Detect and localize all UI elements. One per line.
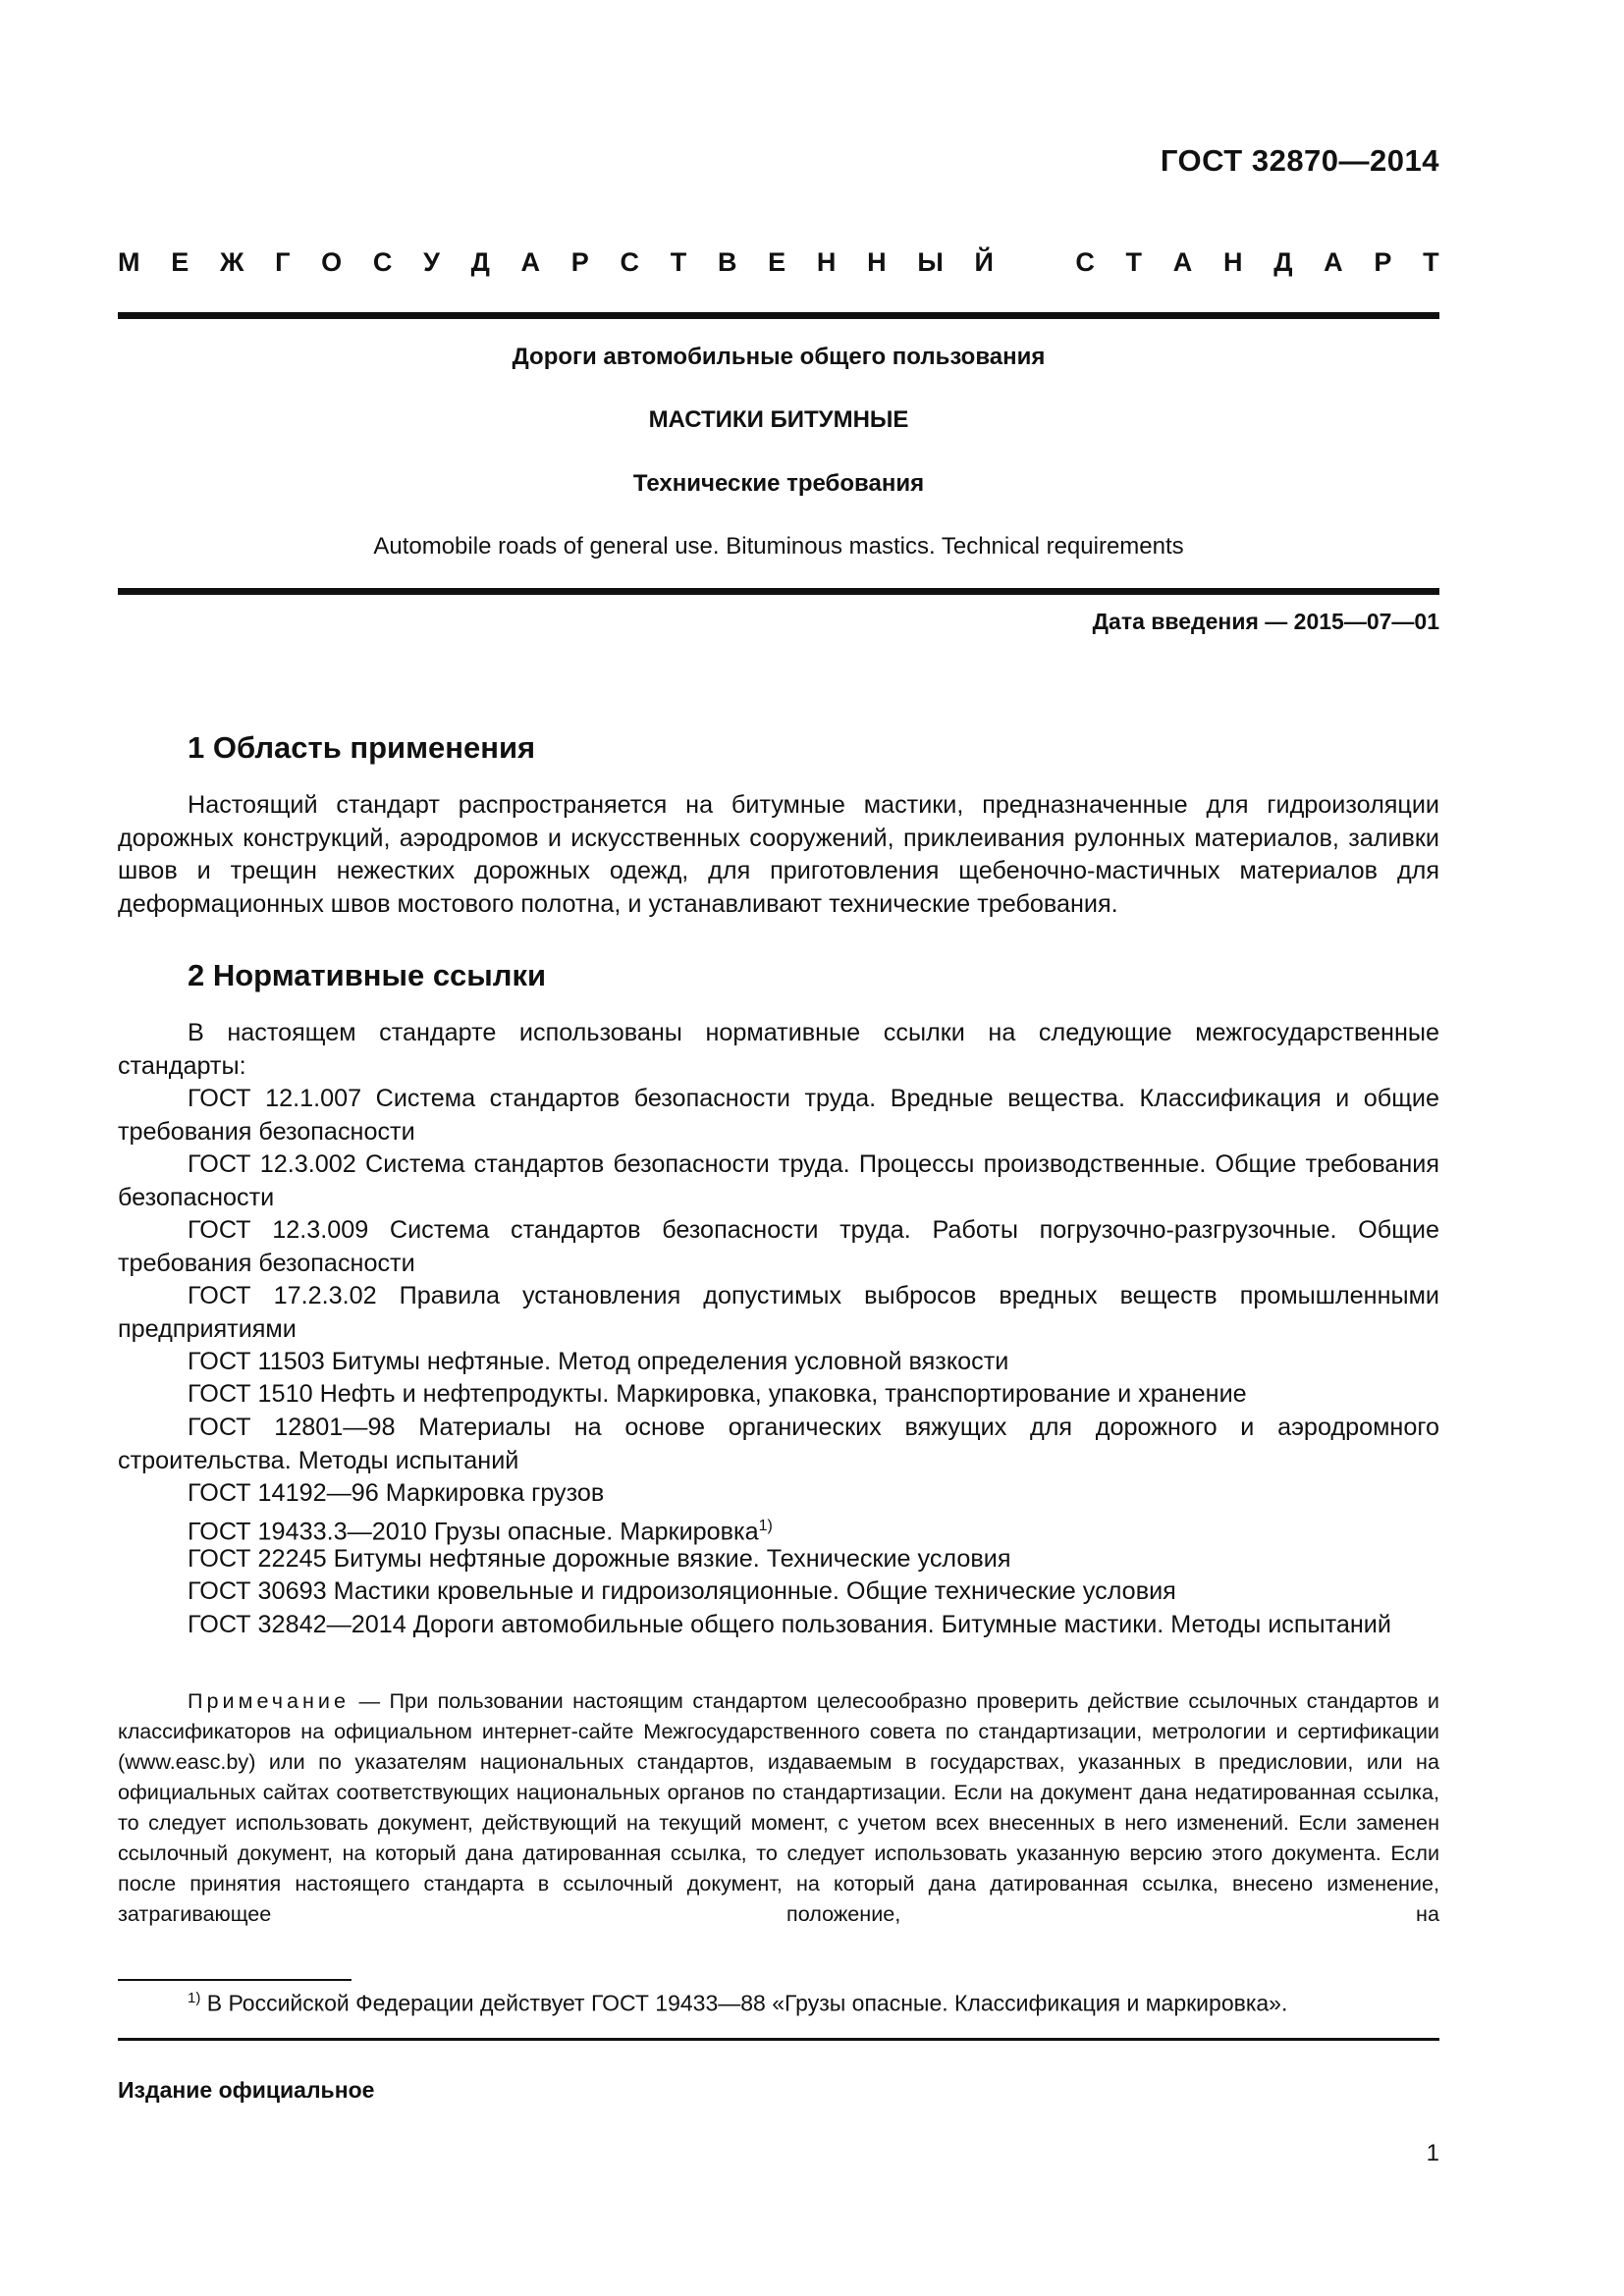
banner-letter: Т — [1423, 247, 1439, 277]
section-2-intro: В настоящем стандарте использованы нормативные ссылки на следующие межгосударственные стандарты: — [118, 1019, 1439, 1080]
banner-letter: Г — [275, 247, 291, 277]
header-rule — [118, 312, 1439, 319]
banner-letter: С — [1075, 247, 1095, 277]
title-english: Automobile roads of general use. Bituminous mastics. Technical requirements — [373, 533, 1184, 560]
note-text: — При пользовании настоящим стандартом целесообразно проверить действие ссылочных стандартов и классификаторов на официальном интернет-сайте Межгосударственного совета по стандартизации, метрологии и сертификации (www.easc.by) или по указателям национальных стандартов, издаваемым в государствах, указанных в предисловии, или на официальных сайтах соответствующих национальных органов по стандартизации. Если на документ дана недатированная ссылка, то следует использовать документ, действующий на текущий момент, с учетом всех внесенных в него изменений. Если заменен ссылочный документ, на который дана датированная ссылка, то следует использовать указанную версию этого документа. Если после принятия настоящего стандарта в ссылочный документ, на который дана датированная ссылка, внесено изменение, затрагивающее положение, на — [118, 1688, 1439, 1926]
footnote-text: В Российской Федерации действует ГОСТ 19433—88 «Грузы опасные. Классификация и маркировка». — [200, 1990, 1288, 2016]
banner-letter: Р — [1374, 247, 1392, 277]
ref-item: ГОСТ 30693 Мастики кровельные и гидроизоляционные. Общие технические условия — [188, 1577, 1176, 1605]
ref-item: ГОСТ 17.2.3.02 Правила установления допустимых выбросов вредных веществ промышленными предприятиями — [118, 1282, 1439, 1343]
banner-letter: А — [1172, 247, 1193, 277]
section-2-heading: 2 Нормативные ссылки — [188, 958, 547, 992]
title-rule — [118, 588, 1439, 595]
banner-letter: У — [423, 247, 440, 277]
banner-letter: Н — [816, 247, 837, 277]
banner-letter: Й — [974, 247, 994, 277]
footnote — [188, 1990, 1287, 2017]
ref-item: ГОСТ 12.3.009 Система стандартов безопасности труда. Работы погрузочно-разгрузочные. Общие требования безопасности — [118, 1216, 1439, 1277]
section-1-heading: 1 Область применения — [188, 730, 536, 765]
banner-letter: Д — [470, 247, 490, 277]
banner-letter: Е — [768, 247, 786, 277]
banner-letter: В — [717, 247, 737, 277]
note-label: Примечание — [188, 1688, 350, 1713]
banner-letter: М — [118, 247, 140, 277]
footer-rule — [118, 2038, 1439, 2041]
banner-letter: Ж — [219, 247, 244, 277]
ref-item: ГОСТ 14192—96 Маркировка грузов — [188, 1479, 605, 1507]
title-line-1: Дороги автомобильные общего пользования — [512, 344, 1046, 370]
edition-label: Издание официальное — [118, 2077, 375, 2103]
banner-letter: С — [372, 247, 393, 277]
banner-letter: Ы — [917, 247, 944, 277]
banner-letter: Т — [1125, 247, 1143, 277]
ref-item: ГОСТ 22245 Битумы нефтяные дорожные вязкие. Технические условия — [188, 1545, 1011, 1573]
banner-letter: Р — [570, 247, 589, 277]
banner-letter: Н — [1222, 247, 1243, 277]
ref-item: ГОСТ 1510 Нефть и нефтепродукты. Маркировка, упаковка, транспортирование и хранение — [188, 1380, 1247, 1408]
standard-number: ГОСТ 32870—2014 — [1160, 143, 1439, 178]
ref-item: ГОСТ 32842—2014 Дороги автомобильные общего пользования. Битумные мастики. Методы испытаний — [188, 1611, 1391, 1638]
ref-item-text: ГОСТ 19433.3—2010 Грузы опасные. Маркировка — [188, 1518, 759, 1546]
ref-item: ГОСТ 11503 Битумы нефтяные. Метод определения условной вязкости — [188, 1348, 1009, 1375]
banner-letter: О — [321, 247, 343, 277]
banner-letter: Д — [1273, 247, 1293, 277]
footnote-reference: 1) — [758, 1518, 773, 1534]
footnote-rule — [118, 1979, 352, 1981]
footnote-mark: 1) — [188, 1990, 201, 2006]
date-of-introduction: Дата введения — 2015—07—01 — [1092, 609, 1439, 634]
banner-gap — [1025, 247, 1045, 278]
page-number: 1 — [1426, 2140, 1439, 2166]
banner-letter: Н — [867, 247, 887, 277]
title-main: МАСТИКИ БИТУМНЫЕ — [648, 406, 909, 433]
ref-item: ГОСТ 12.3.002 Система стандартов безопасности труда. Процессы производственные. Общие требования безопасности — [118, 1150, 1439, 1211]
banner-letter: А — [1324, 247, 1343, 277]
title-subtitle: Технические требования — [632, 470, 925, 497]
document-page — [118, 0, 1439, 2296]
note-block — [118, 1685, 1439, 1929]
section-1-text: Настоящий стандарт распространяется на битумные мастики, предназначенные для гидроизоляции дорожных конструкций, аэродромов и искусственных сооружений, приклеивания рулонных материалов, заливки швов и трещин нежестких дорожных одежд, для приготовления щебеночно-мастичных материалов для деформационных швов мостового полотна, и устанавливают технические требования. — [118, 791, 1439, 918]
ref-item: ГОСТ 12801—98 Материалы на основе органических вяжущих для дорожного и аэродромного строительства. Методы испытаний — [118, 1414, 1439, 1474]
standard-type-banner — [118, 247, 1439, 278]
banner-letter: Т — [670, 247, 687, 277]
banner-letter: С — [620, 247, 639, 277]
ref-item: ГОСТ 12.1.007 Система стандартов безопасности труда. Вредные вещества. Классификация и общие требования безопасности — [118, 1085, 1439, 1146]
banner-letter: А — [520, 247, 541, 277]
banner-letter: Е — [171, 247, 189, 277]
